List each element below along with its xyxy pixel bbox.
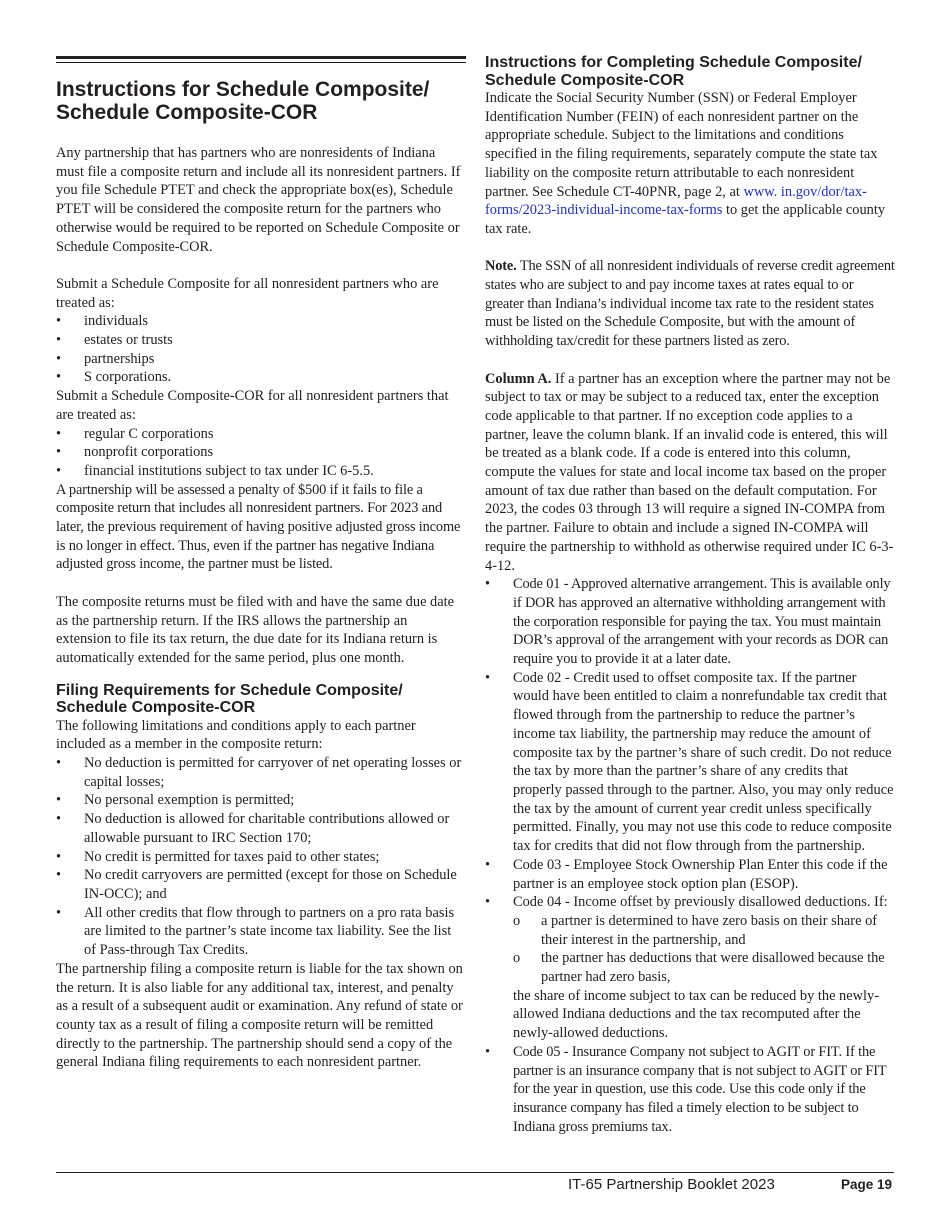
intro-paragraph: Any partnership that has partners who are nonresidents of Indiana must file a composite return and include all its nonresident partners. If you file Schedule PTET and check the appropriate box(es), Schedule PTET will be considered the composite return for the partners who otherwise would be required to be reported on Schedule Composite or Schedule Composite-COR.	[56, 145, 461, 255]
list-item: • regular C corporations	[56, 425, 466, 444]
footer-booklet-title: IT-65 Partnership Booklet 2023	[568, 1176, 775, 1193]
code-list-cont	[485, 1043, 895, 1137]
filing-list	[56, 754, 466, 960]
page-title: Instructions for Schedule Composite/ Schedule Composite-COR	[56, 78, 430, 124]
code-list	[485, 575, 895, 986]
note-text: The SSN of all nonresident individuals of reverse credit agreement states who are subject to and pay income taxes at rates equal to or greater than Indiana’s individual income tax rate to the resident states must be listed on the Schedule Composite, but with the amount of withholding tax/credit for these partners listed as zero.	[485, 258, 895, 350]
composite-lead: Submit a Schedule Composite for all nonresident partners who are treated as:	[56, 275, 439, 311]
code-04-sublist	[513, 912, 895, 987]
intro-tail: to get the applicable county tax rate.	[485, 202, 886, 237]
code-01-item: • Code 01 - Approved alternative arrangement. This is available only if DOR has approved an alternative withholding arrangement with the corporation responsible for paying the tax. You must maintain DOR’s approval of the arrangement with your records as DOR can require you to provide it at a later date.	[485, 575, 895, 669]
code-04-item	[485, 893, 895, 987]
list-item: • No deduction is permitted for carryover of net operating losses or capital losses;	[56, 754, 466, 791]
page-number: Page 19	[841, 1177, 893, 1192]
list-item: • nonprofit corporations	[56, 443, 466, 462]
list-item: • All other credits that flow through to partners on a pro rata basis are limited to the partner’s state income tax liability. See the list of Pass-through Tax Credits.	[56, 904, 466, 960]
note-paragraph	[485, 257, 895, 351]
filing-heading: Filing Requirements for Schedule Composite/ Schedule Composite-COR	[56, 681, 403, 717]
completing-heading: Instructions for Completing Schedule Composite/ Schedule Composite-COR	[485, 54, 862, 89]
intro-text: Indicate the Social Security Number (SSN) or Federal Employer Identification Number (FEIN) of each nonresident partner on the appropriate schedule. Subject to the limitations and conditions specified in the filing requirements, separately compute the state tax liability on the composite return attributable to each nonresident partner. See Schedule CT-40PNR, page 2, at	[485, 90, 878, 200]
penalty-paragraph: A partnership will be assessed a penalty of $500 if it fails to file a composite return that includes all nonresident partners. For 2023 and later, the previous requirement of having positive adjusted gross income is no longer in effect. Thus, even if the partner has negative Indiana adjusted gross income, the partner must be listed.	[56, 481, 461, 573]
column-a-text: If a partner has an exception where the partner may not be subject to tax or may be subject to a reduced tax, enter the exception code applicable to that partner. If no exception code applies to a partner, leave the column blank. If an invalid code is entered, this will be treated as a blank code. If a code is entered into this column, compute the values for state and local income tax based on the proper amount of tax due rather than based on the default computation. For 2023, the codes 03 through 13 will require a signed IN-COMPA from the partner. Failure to obtain and include a signed IN-COMPA will require the partnership to withhold as otherwise required under IC 6-3-4-12.	[485, 370, 894, 574]
list-item: • No personal exemption is permitted;	[56, 791, 466, 810]
note-label: Note.	[485, 258, 517, 275]
filing-lead: The following limitations and conditions apply to each partner included as a member in the composite return:	[56, 717, 416, 753]
list-item: • No deduction is allowed for charitable contributions allowed or allowable pursuant to IRC Section 170;	[56, 810, 466, 847]
list-item: • No credit is permitted for taxes paid to other states;	[56, 848, 466, 867]
completing-intro	[485, 89, 895, 239]
column-a-paragraph	[485, 370, 895, 576]
liability-paragraph: The partnership filing a composite return is liable for the tax shown on the return. It is also liable for any additional tax, interest, and penalty as a result of a subsequent audit or examination. Any refund of state or county tax as a result of filing a composite return will be remitted directly to the partnership. The partnership should send a copy of the general Indiana filing requirements to each nonresident partner.	[56, 960, 463, 1071]
code-03-item: • Code 03 - Employee Stock Ownership Plan Enter this code if the partner is an employee stock option plan (ESOP).	[485, 856, 895, 893]
code-05-item: • Code 05 - Insurance Company not subject to AGIT or FIT. If the partner is an insurance company that is not subject to AGIT or FIT for the year in question, use this code. Use this code only if the insurance company has filed a timely election to be subject to Indiana gross premiums tax.	[485, 1043, 895, 1137]
code-04-tail: the share of income subject to tax can be reduced by the newly-allowed Indiana deductions and the tax recomputed after the newly-allowed deductions.	[513, 987, 880, 1042]
column-a-label: Column A.	[485, 370, 552, 387]
due-date-paragraph: The composite returns must be filed with and have the same due date as the partnership return. If the IRS allows the partnership an extension to file its tax return, the due date for its Indiana return is automatically extended for the same period, plus one month.	[56, 593, 455, 666]
list-item: • S corporations.	[56, 368, 466, 387]
sub-list-item: o a partner is determined to have zero basis on their share of their interest in the partnership, and	[513, 912, 895, 949]
cor-lead: Submit a Schedule Composite-COR for all nonresident partners that are treated as:	[56, 388, 449, 423]
right-column	[485, 54, 895, 1136]
list-item: • financial institutions subject to tax under IC 6-5.5.	[56, 462, 466, 481]
footer-rule	[56, 1172, 894, 1173]
sub-list-item: o the partner has deductions that were disallowed because the partner had zero basis,	[513, 949, 895, 986]
code-02-item: • Code 02 - Credit used to offset composite tax. If the partner would have been entitled to claim a nonrefundable tax credit that flowed through from the partnership to reduce the partner’s income tax liability, the partnership may reduce the amount of composite tax by the partner’s share of such credit. Do not reduce the tax by more than the partner’s share of any credits that properly passed through to the partner. Also, you may only reduce the tax by the amount of current year credit unless specifically permitted. Finally, you may not use this code to reduce composite tax for credits that did not flow through from the partnership.	[485, 669, 895, 856]
tax-forms-link[interactable]: www. in.gov/dor/tax-forms/2023-individual-income-tax-forms	[485, 183, 867, 219]
code-04-text: Code 04 - Income offset by previously disallowed deductions. If:	[513, 894, 888, 911]
top-rule	[56, 56, 466, 63]
left-column	[56, 54, 466, 1072]
list-item: • estates or trusts	[56, 331, 466, 350]
composite-list	[56, 312, 466, 387]
list-item: • partnerships	[56, 350, 466, 369]
list-item: • individuals	[56, 312, 466, 331]
list-item: • No credit carryovers are permitted (except for those on Schedule IN-OCC); and	[56, 866, 466, 903]
cor-list	[56, 425, 466, 481]
